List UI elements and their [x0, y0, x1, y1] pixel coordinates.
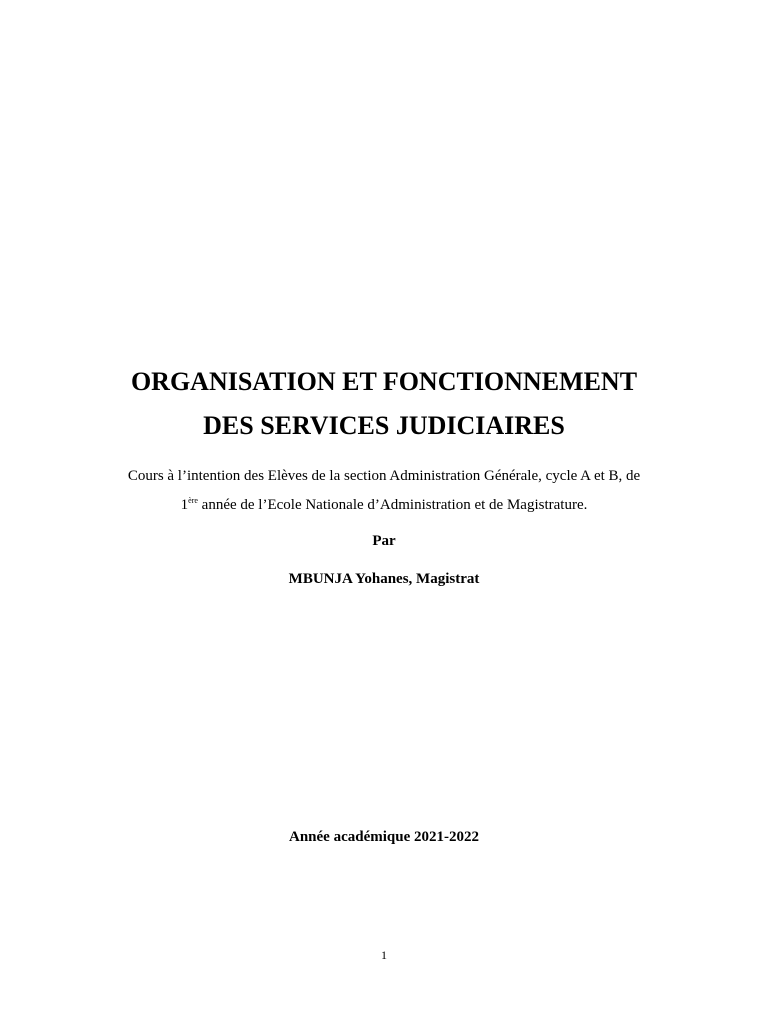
- course-description-line-2: [0, 496, 768, 514]
- author-name: MBUNJA Yohanes, Magistrat: [288, 571, 480, 587]
- year-ordinal-superscript: ère: [188, 496, 198, 505]
- course-description-line-1: Cours à l’intention des Elèves de la section Administration Générale, cycle A et B, de: [127, 468, 641, 484]
- year-ordinal-number: 1: [180, 497, 189, 513]
- document-title-line-1: ORGANISATION ET FONCTIONNEMENT: [130, 367, 638, 396]
- document-title-line-2: DES SERVICES JUDICIAIRES: [203, 411, 565, 440]
- academic-year: Année académique 2021-2022: [289, 829, 479, 845]
- page-number: 1: [381, 948, 387, 962]
- by-label: Par: [372, 533, 396, 549]
- course-description-line-2-text: année de l’Ecole Nationale d’Administration et de Magistrature.: [197, 497, 588, 513]
